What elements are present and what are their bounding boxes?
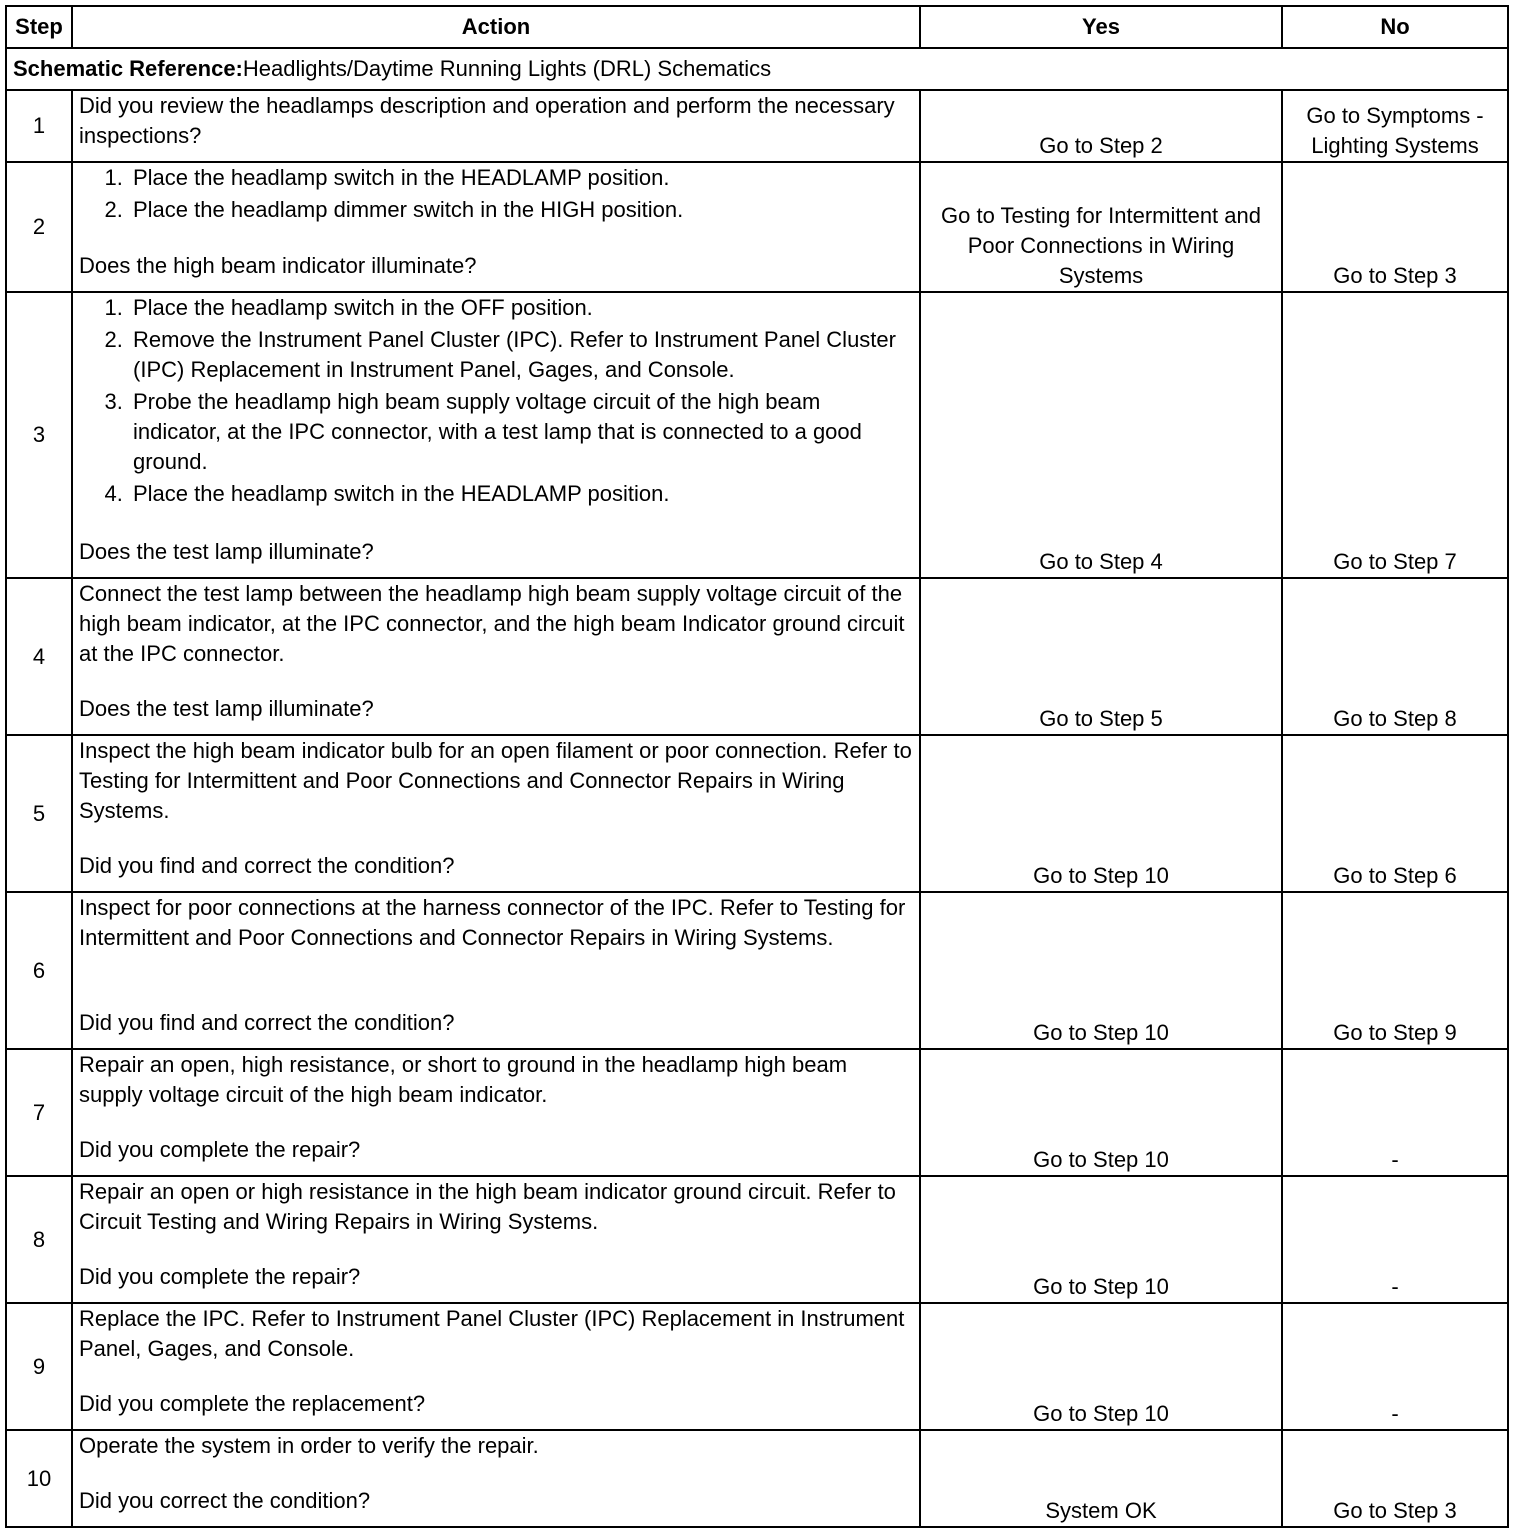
table-row [6, 1430, 1508, 1527]
list-item: 4. Place the headlamp switch in the HEADLAMP position. [129, 479, 913, 509]
question-text: Did you complete the replacement? [79, 1391, 426, 1416]
no-column-header: No [1282, 6, 1508, 48]
list-item: 2. Place the headlamp dimmer switch in the HIGH position. [129, 195, 913, 225]
no-result[interactable]: Go to Step 3 [1282, 162, 1508, 292]
step-number: 9 [6, 1303, 72, 1430]
action-text: Repair an open, high resistance, or short to ground in the headlamp high beam supply voltage circuit of the high beam indicator. [79, 1052, 848, 1107]
action-cell [72, 578, 920, 735]
action-cell [72, 292, 920, 578]
action-text: Connect the test lamp between the headlamp high beam supply voltage circuit of the high beam indicator, at the IPC connector, and the high beam Indicator ground circuit at the IPC connector. [79, 581, 905, 666]
action-text: Did you review the headlamps description and operation and perform the necessary inspections? [79, 93, 895, 148]
yes-result[interactable]: Go to Testing for Intermittent and Poor Connections in Wiring Systems [920, 162, 1282, 292]
step-number: 10 [6, 1430, 72, 1527]
yes-result[interactable]: Go to Step 10 [920, 1049, 1282, 1176]
table-row [6, 292, 1508, 578]
no-result[interactable]: Go to Step 9 [1282, 892, 1508, 1049]
table-row [6, 162, 1508, 292]
step-number: 6 [6, 892, 72, 1049]
step-number: 3 [6, 292, 72, 578]
yes-result[interactable]: Go to Step 10 [920, 735, 1282, 892]
list-item: 3. Probe the headlamp high beam supply voltage circuit of the high beam indicator, at the IPC connector, with a test lamp that is connected to a good ground. [129, 387, 913, 477]
step-number: 1 [6, 90, 72, 162]
action-text: Operate the system in order to verify the repair. [79, 1433, 539, 1458]
question-text: Does the test lamp illuminate? [79, 539, 374, 564]
step-number: 4 [6, 578, 72, 735]
action-text: Replace the IPC. Refer to Instrument Panel Cluster (IPC) Replacement in Instrument Panel, Gages, and Console. [79, 1306, 905, 1361]
action-column-header: Action [72, 6, 920, 48]
diagnostic-table [5, 5, 1509, 1528]
question-text: Did you correct the condition? [79, 1488, 371, 1513]
yes-result[interactable]: Go to Step 10 [920, 1176, 1282, 1303]
schematic-reference [6, 48, 1508, 90]
yes-result[interactable]: Go to Step 10 [920, 1303, 1282, 1430]
table-row [6, 578, 1508, 735]
question-text: Did you find and correct the condition? [79, 853, 455, 878]
step-column-header: Step [6, 6, 72, 48]
list-item: 1. Place the headlamp switch in the OFF position. [129, 293, 913, 323]
no-result[interactable]: - [1282, 1303, 1508, 1430]
schematic-label: Schematic Reference: [13, 56, 243, 81]
table-row [6, 1049, 1508, 1176]
question-text: Did you find and correct the condition? [79, 1010, 455, 1035]
schematic-row [6, 48, 1508, 90]
table-row [6, 1303, 1508, 1430]
step-number: 5 [6, 735, 72, 892]
action-cell [72, 1049, 920, 1176]
list-item: 2. Remove the Instrument Panel Cluster (IPC). Refer to Instrument Panel Cluster (IPC) Replacement in Instrument Panel, Gages, and Console. [129, 325, 913, 385]
yes-column-header: Yes [920, 6, 1282, 48]
action-cell [72, 162, 920, 292]
instruction-list [79, 163, 913, 227]
no-result[interactable]: Go to Step 6 [1282, 735, 1508, 892]
no-result[interactable]: Go to Step 7 [1282, 292, 1508, 578]
question-text: Did you complete the repair? [79, 1137, 361, 1162]
step-number: 2 [6, 162, 72, 292]
action-text: Inspect the high beam indicator bulb for an open filament or poor connection. Refer to Testing for Intermittent and Poor Connections and Connector Repairs in Wiring Systems. [79, 738, 912, 823]
no-result[interactable]: Go to Step 8 [1282, 578, 1508, 735]
action-text: Repair an open or high resistance in the high beam indicator ground circuit. Refer to Circuit Testing and Wiring Repairs in Wiring Systems. [79, 1179, 896, 1234]
no-result[interactable]: Go to Step 3 [1282, 1430, 1508, 1527]
question-text: Did you complete the repair? [79, 1264, 361, 1289]
yes-result[interactable]: Go to Step 5 [920, 578, 1282, 735]
yes-result[interactable]: System OK [920, 1430, 1282, 1527]
step-number: 7 [6, 1049, 72, 1176]
table-row [6, 892, 1508, 1049]
schematic-link[interactable]: Headlights/Daytime Running Lights (DRL) Schematics [242, 56, 772, 81]
step-number: 8 [6, 1176, 72, 1303]
action-cell [72, 1176, 920, 1303]
action-text: Inspect for poor connections at the harness connector of the IPC. Refer to Testing for Intermittent and Poor Connections and Connector Repairs in Wiring Systems. [79, 895, 906, 950]
no-result[interactable]: - [1282, 1176, 1508, 1303]
table-row [6, 735, 1508, 892]
table-row [6, 1176, 1508, 1303]
instruction-list [79, 293, 913, 511]
action-cell [72, 735, 920, 892]
yes-result[interactable]: Go to Step 2 [920, 90, 1282, 162]
table-row [6, 90, 1508, 162]
action-cell [72, 90, 920, 162]
question-text: Does the test lamp illuminate? [79, 696, 374, 721]
yes-result[interactable]: Go to Step 4 [920, 292, 1282, 578]
yes-result[interactable]: Go to Step 10 [920, 892, 1282, 1049]
action-cell [72, 892, 920, 1049]
no-result[interactable]: - [1282, 1049, 1508, 1176]
list-item: 1. Place the headlamp switch in the HEADLAMP position. [129, 163, 913, 193]
action-cell [72, 1303, 920, 1430]
action-cell [72, 1430, 920, 1527]
question-text: Does the high beam indicator illuminate? [79, 253, 477, 278]
no-result[interactable]: Go to Symptoms - Lighting Systems [1282, 90, 1508, 162]
header-row [6, 6, 1508, 48]
